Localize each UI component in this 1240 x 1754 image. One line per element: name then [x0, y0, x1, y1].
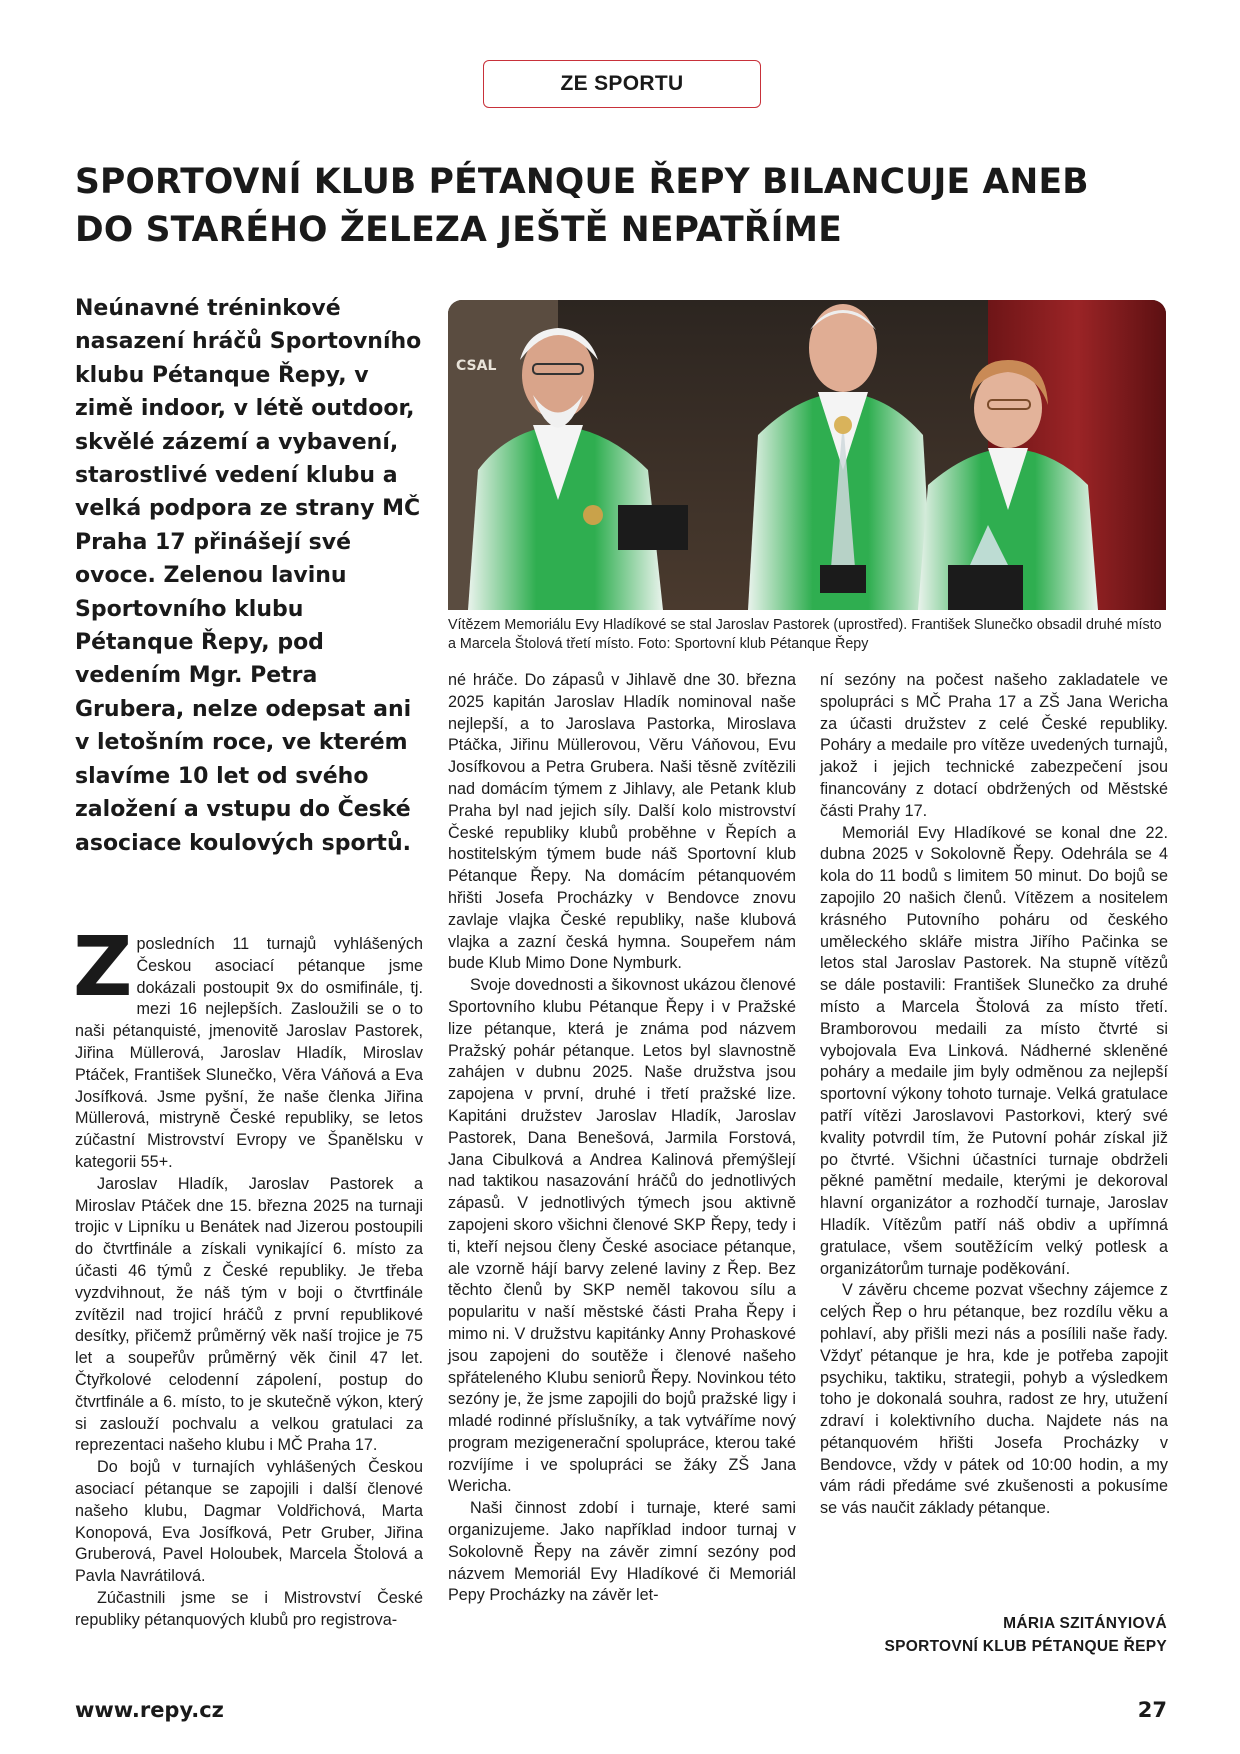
photo-illustration	[448, 300, 1166, 610]
author-organization: SPORTOVNÍ KLUB PÉTANQUE ŘEPY	[884, 1638, 1167, 1655]
article-column-3	[820, 670, 1168, 1520]
page-number: 27	[1137, 1698, 1167, 1722]
paragraph: né hráče. Do zápasů v Jihlavě dne 30. března 2025 kapitán Jaroslav Hladík nominoval naše nejlepší, a to Jaroslava Pastorka, Miroslava Ptáčka, Jiřinu Müllerovou, Věru Váňovou, Evu Josífkovou a Petra Grubera. Naši těsně zvítězili nad domácím týmem z Jihlavy, ale Petank klub Praha byl nad jejich síly. Další kolo mistrovství České republiky klubů proběhne v Řepích a hostitelským týmem bude náš Sportovní klub Pétanque Řepy. Na domácím pétanquovém hřišti Josefa Procházky v Bendovce znovu zavlaje vlajka České republiky, naše klubová vlajka a zazní česká hymna. Soupeřem nám bude Klub Mimo Done Nymburk.	[448, 671, 796, 973]
paragraph: Svoje dovednosti a šikovnost ukázou členové Sportovního klubu Pétanque Řepy i v Pražské lize pétanque, která je známa pod názvem Pražský pohár pétanque. Letos byl slavnostně zahájen v dubnu 2025. Naše družstva jsou zapojena v první, druhé i třetí pražské lize. Kapitáni družstev Jaroslav Hladík, Jaroslav Pastorek, Dana Benešová, Jarmila Forstová, Jana Cibulková a Andrea Kalinová přemýšlejí nad taktikou nasazování hráčů do jednotlivých zápasů. V jednotlivých týmech jsou aktivně zapojeni skoro všichni členové SKP Řepy, tedy i ti, kteří nejsou členy České asociace pétanque, ale vzorně hájí barvy zelené laviny z Řep. Bez těchto členů by SKP neměl takovou sílu a popularitu v naší městské části Praha Řepy i mimo ni. V družstvu kapitánky Anny Prohaskové jsou zapojeni do soutěže i členové našeho spřáteleného Klubu seniorů Řepy. Novinkou této sezóny je, že jsme zapojili do bojů pražské ligy i mladé rodinné příslušníky, a tak vytváříme nový program mezigenerační spolupráce, kterou také rozvíjíme i ve spolupráci se žáky ZŠ Jana Wericha.	[448, 976, 796, 1496]
article-headline	[75, 158, 1175, 254]
section-label: ZE SPORTU	[483, 60, 761, 108]
article-column-1	[73, 920, 423, 1632]
dropcap: Z	[73, 920, 133, 1015]
paragraph: Naši činnost zdobí i turnaje, které sami organizujeme. Jako například indoor turnaj v Sokolovně Řepy na závěr zimní sezóny pod názvem Memoriál Evy Hladíkové či Memoriál Pepy Procházky na závěr let-	[448, 1499, 796, 1605]
article-column-2	[448, 670, 796, 1607]
article-lead: Neúnavné tréninkové nasazení hráčů Sportovního klubu Pétanque Řepy, v zimě indoor, v létě outdoor, skvělé zázemí a vybavení, starostlivé vedení klubu a velká podpora ze strany MČ Praha 17 přinášejí své ovoce. Zelenou lavinu Sportovního klubu Pétanque Řepy, pod vedením Mgr. Petra Grubera, nelze odepsat ani v letošním roce, ve kterém slavíme 10 let od svého založení a vstupu do České asociace koulových sportů.	[75, 296, 422, 856]
footer-url[interactable]: www.repy.cz	[75, 1698, 224, 1722]
paragraph: Do bojů v turnajích vyhlášených Českou asociací pétanque se zapojili i další členové našeho klubu, Dagmar Voldřichová, Marta Konopová, Eva Josífková, Petr Gruber, Jiřina Gruberová, Pavel Holoubek, Marcela Štolová a Pavla Navrátilová.	[75, 1458, 423, 1586]
photo-caption: Vítězem Memoriálu Evy Hladíkové se stal Jaroslav Pastorek (uprostřed). František Slunečko obsadil druhé místo a Marcela Štolová třetí místo. Foto: Sportovní klub Pétanque Řepy	[448, 617, 1162, 652]
paragraph	[73, 920, 423, 1174]
paragraph: Memoriál Evy Hladíkové se konal dne 22. dubna 2025 v Sokolovně Řepy. Odehrála se 4 kola do 11 bodů s limitem 50 minut. Do bojů se zapojilo 20 našich členů. Vítězem a nositelem krásného Putovního poháru od českého uměleckého skláře mistra Jiřího Pačinka se letos stal Jaroslav Pastorek. Na stupně vítězů se dále postavili: František Slunečko za druhé místo a Marcela Štolová za místo třetí. Bramborovou medaili za místo čtvrté si vybojovala Eva Linková. Nádherné skleněné poháry a medaile jim byly odměnou za nejlepší sportovní výkony tohoto turnaje. Velká gratulace patří vítězi Jaroslavovi Pastorkovi, který své kvality potvrdil tím, že Putovní pohár získal již po čtvrté. Všichni účastníci turnaje obdrželi pěkné pamětní medaile, kterými je dekoroval hlavní organizátor a rozhodčí turnaje, Jaroslav Hladík. Vítězům patří náš obdiv a upřímná gratulace, všem soutěžícím velký potlesk a organizátorům turnaje poděkování.	[820, 823, 1168, 1278]
headline-line-1: SPORTOVNÍ KLUB PÉTANQUE ŘEPY BILANCUJE ANEB	[75, 162, 1089, 202]
wall-sign: CSAL	[456, 358, 497, 374]
article-photo	[448, 300, 1166, 610]
author-name: MÁRIA SZITÁNYIOVÁ	[1003, 1615, 1167, 1632]
paragraph: Jaroslav Hladík, Jaroslav Pastorek a Miroslav Ptáček dne 15. března 2025 na turnaji trojic v Lipníku u Benátek nad Jizerou postoupili do čtvrtfinále a získali vynikající 6. místo za účasti 46 týmů z České republiky. Je třeba vyzdvihnout, že náš tým v boji o čtvrtfinále zvítězil nad trojicí hráčů z první republikové desítky, přičemž průměrný věk naší trojice je 75 let a soupeřův průměrný věk činil 47 let. Čtyřkolové celodenní zápolení, postup do čtvrtfinále a 6. místo, to je skutečně výkon, který si zaslouží pochvalu a velkou gratulaci za reprezentaci našeho klubu i MČ Praha 17.	[75, 1174, 423, 1455]
paragraph: V závěru chceme pozvat všechny zájemce z celých Řep o hru pétanque, bez rozdílu věku a pohlaví, aby přišli mezi nás a posílili naše řady. Vždyť pétanque je hra, kde je potřeba zapojit psychiku, taktiku, strategii, pohyb a výsledkem toho je dokonalá souhra, radost ze hry, utužení zdraví i kolektivního ducha. Najdete nás na pétanquovém hřišti Josefa Procházky v Bendovce, vždy v pátek od 10:00 hodin, a my vám rádi předáme své zkušenosti a pokusíme se vás naučit základy pétanque.	[820, 1281, 1168, 1518]
paragraph: ní sezóny na počest našeho zakladatele ve spolupráci s MČ Praha 17 a ZŠ Jana Wericha za účasti družstev z celé České republiky. Poháry a medaile pro vítěze uvedených turnajů, jakož i jejich technické zabezpečení jsou financovány z dotací obdržených od Městské části Prahy 17.	[820, 671, 1168, 820]
article-signature	[767, 1612, 1167, 1658]
paragraph: Zúčastnili jsme se i Mistrovství České republiky pétanquových klubů pro registrova-	[75, 1588, 423, 1629]
headline-line-2: DO STARÉHO ŽELEZA JEŠTĚ NEPATŘÍME	[75, 210, 842, 250]
paragraph-text: posledních 11 turnajů vyhlášených Českou asociací pétanque jsme dokázali postoupit 9x do osmifinále, tj. mezi 16 nejlepších. Zasloužili se o to naši pétanquisté, jmenovitě Jaroslav Pastorek, Jiřina Müllerová, Jaroslav Hladík, Miroslav Ptáček, František Slunečko, Věra Váňová a Eva Josífková. Jsme pyšní, že naše členka Jiřina Müllerová, mistryně České republiky, se letos zúčastní Mistrovství Evropy ve Španělsku v kategorii 55+.	[75, 935, 423, 1171]
